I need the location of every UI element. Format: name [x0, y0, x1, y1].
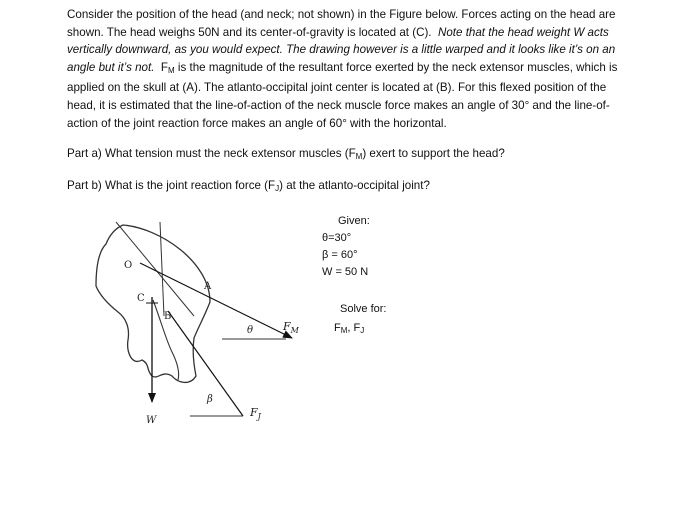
label-theta: θ — [247, 325, 254, 336]
solve-block — [334, 300, 386, 340]
given-header: Given: — [338, 215, 370, 227]
label-beta: β — [207, 394, 213, 405]
italic-note: Note that the head weight W acts vertically downward, as you would expect. The drawing however is a little warped and it looks like it’s on an angle but it’s not. — [67, 25, 616, 74]
given-block — [322, 213, 370, 281]
part-b-question: Part b) What is the joint reaction force $(F_J)$ at the atlanto-occipital joint? — [67, 179, 430, 193]
part-a-question: Part a) What tension must the neck extensor muscles $(F_M)$ exert to support the head? — [67, 147, 505, 161]
label-w: W — [146, 415, 157, 426]
solve-header: Solve for: — [340, 303, 387, 315]
intro-text: Consider the position of the head (and neck; not shown) in the Figure below. Forces acting on the head are shown. The head weighs 50N and its center-of-gravity is located at (C). — [67, 8, 616, 39]
label-o: O — [124, 260, 133, 271]
skull-outline — [96, 225, 210, 382]
given-theta: θ=30° — [322, 232, 352, 244]
given-weight: W = 50 N — [322, 266, 369, 278]
label-a: A — [204, 281, 212, 292]
label-fm: $F_M$ — [283, 320, 299, 335]
label-b: B — [164, 311, 172, 322]
solve-unknowns: $F_M$, $F_J$ — [334, 322, 365, 335]
label-fj: $F_J$ — [250, 406, 261, 421]
fm-description: is the magnitude of the resultant force exerted by the neck extensor muscles, which is applied on the skull at (A). The atlanto-occipital joint center is located at (B). For this flexed position of the head, it is estimated that the line-of-action of the neck muscle force makes an angle of 30° and the line-of-action of the joint reaction force makes an angle of 60° with the horizontal. — [67, 60, 618, 130]
neck-axis-line — [160, 222, 164, 316]
given-beta: β = 60° — [322, 249, 358, 261]
fm-symbol: $F_M$ — [160, 60, 175, 75]
joint-reaction-line — [168, 311, 243, 416]
label-c: C — [137, 293, 145, 304]
